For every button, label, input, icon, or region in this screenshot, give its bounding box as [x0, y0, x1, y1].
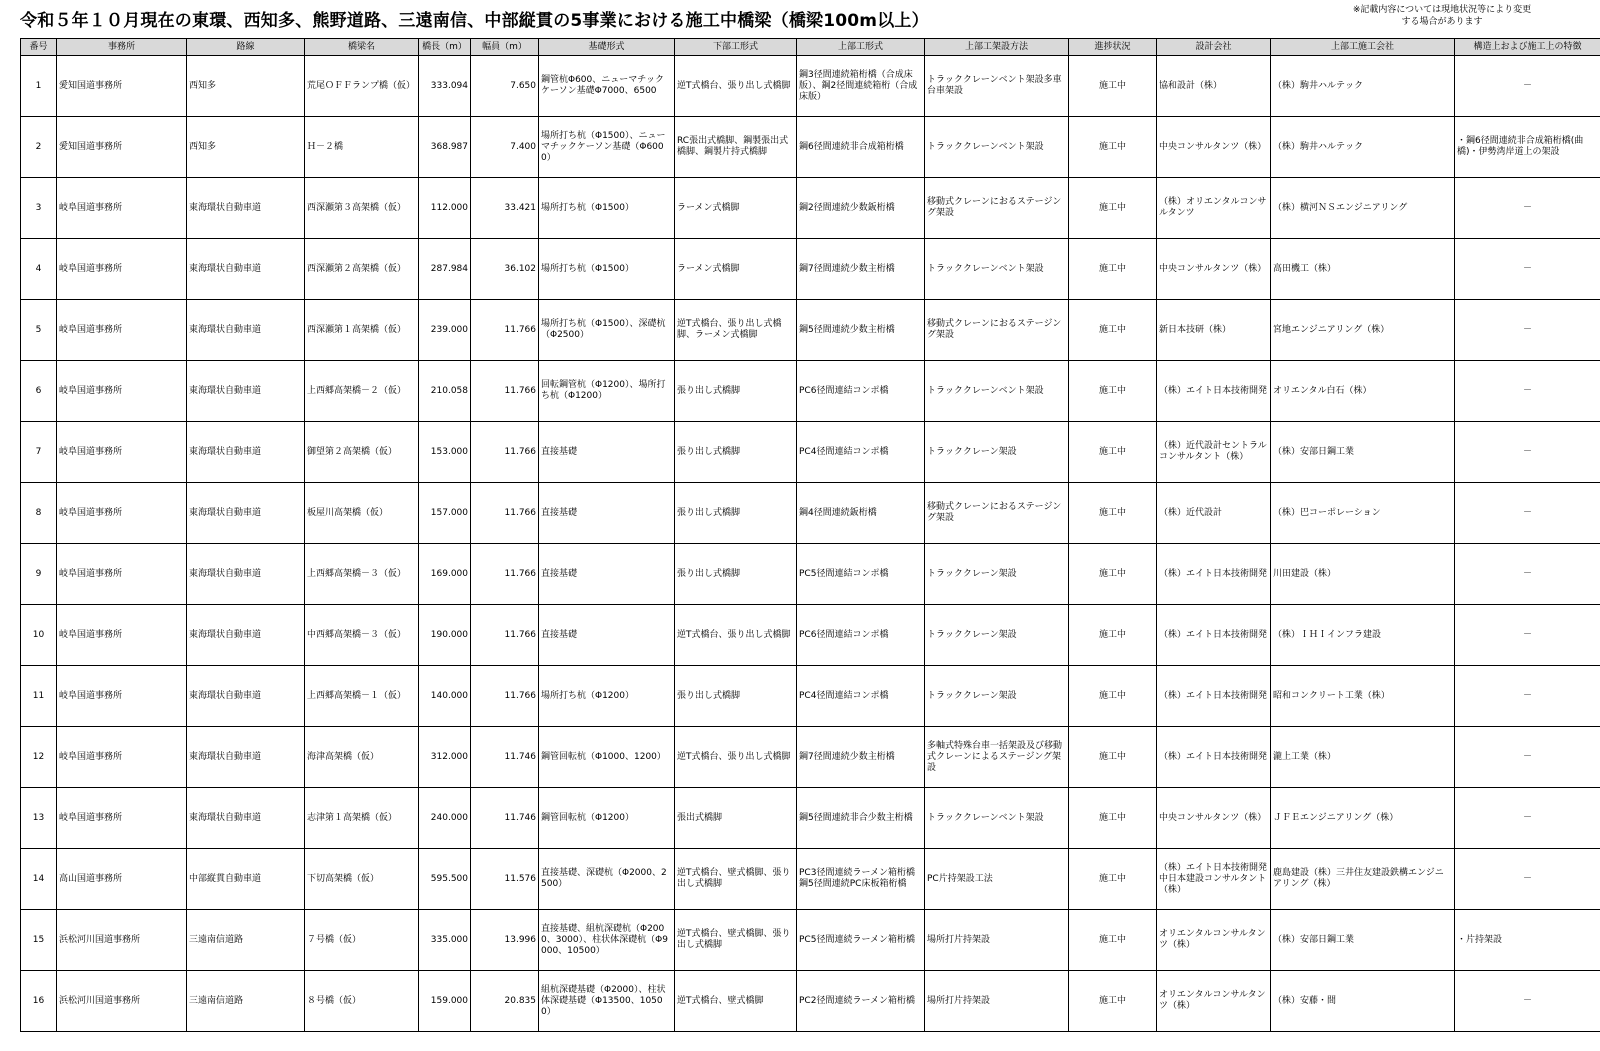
cell-col-erection-method: トラッククレーンベント架設	[925, 788, 1069, 849]
cell-col-foundation: 回転鋼管杭（Φ1200）、場所打ち杭（Φ1200）	[539, 361, 675, 422]
cell-col-foundation: 組杭深礎基礎（Φ2000）、柱状体深礎基礎（Φ13500、10500）	[539, 971, 675, 1032]
cell-col-contractor: 鹿島建設（株）三井住友建設鉄構エンジニアリング（株）	[1271, 849, 1455, 910]
cell-col-design-company: 新日本技研（株）	[1157, 300, 1271, 361]
cell-col-route: 東海環状自動車道	[187, 178, 305, 239]
cell-col-substructure: 張り出し式橋脚	[675, 361, 797, 422]
cell-col-superstructure: 鋼5径間連続少数主桁橋	[797, 300, 925, 361]
cell-col-length: 595.500	[419, 849, 471, 910]
table-row	[21, 544, 1600, 605]
cell-col-route: 東海環状自動車道	[187, 605, 305, 666]
cell-col-design-company: （株）エイト日本技術開発	[1157, 361, 1271, 422]
cell-col-erection-method: トラッククレーンベント架設	[925, 117, 1069, 178]
cell-col-number: 3	[21, 178, 57, 239]
cell-col-number: 10	[21, 605, 57, 666]
cell-col-office: 岐阜国道事務所	[57, 544, 187, 605]
cell-col-bridge-name: 中西郷高架橋－３（仮）	[305, 605, 419, 666]
cell-col-width: 20.835	[471, 971, 539, 1032]
cell-col-width: 11.766	[471, 422, 539, 483]
cell-col-office: 岐阜国道事務所	[57, 422, 187, 483]
cell-col-bridge-name: 上西郷高架橋－１（仮）	[305, 666, 419, 727]
cell-col-superstructure: PC5径間連結コンポ橋	[797, 544, 925, 605]
cell-col-superstructure: PC4径間連結コンポ橋	[797, 666, 925, 727]
cell-col-foundation: 直接基礎、組杭深礎杭（Φ2000、3000）、柱状体深礎杭（Φ9000、10500）	[539, 910, 675, 971]
cell-col-contractor: （株）巴コーポレーション	[1271, 483, 1455, 544]
cell-col-bridge-name: 西深瀬第１高架橋（仮）	[305, 300, 419, 361]
cell-col-progress: 施工中	[1069, 727, 1157, 788]
cell-col-width: 11.576	[471, 849, 539, 910]
cell-col-substructure: 張り出し式橋脚	[675, 483, 797, 544]
cell-col-superstructure: PC3径間連続ラーメン箱桁橋鋼5径間連続PC床板箱桁橋	[797, 849, 925, 910]
cell-col-substructure: 張り出し式橋脚	[675, 666, 797, 727]
cell-col-length: 153.000	[419, 422, 471, 483]
cell-col-width: 11.746	[471, 727, 539, 788]
cell-col-progress: 施工中	[1069, 300, 1157, 361]
cell-col-bridge-name: 板屋川高架橋（仮）	[305, 483, 419, 544]
cell-col-progress: 施工中	[1069, 971, 1157, 1032]
cell-col-erection-method: 場所打片持架設	[925, 910, 1069, 971]
cell-col-features: ・片持架設	[1455, 910, 1600, 971]
cell-col-features: －	[1455, 56, 1600, 117]
cell-col-superstructure: PC5径間連続ラーメン箱桁橋	[797, 910, 925, 971]
cell-col-foundation: 直接基礎	[539, 483, 675, 544]
cell-col-office: 愛知国道事務所	[57, 117, 187, 178]
cell-col-features: －	[1455, 239, 1600, 300]
cell-col-bridge-name: ７号橋（仮）	[305, 910, 419, 971]
cell-col-route: 東海環状自動車道	[187, 483, 305, 544]
cell-col-superstructure: 鋼7径間連続少数主桁橋	[797, 727, 925, 788]
cell-col-bridge-name: 御望第２高架橋（仮）	[305, 422, 419, 483]
cell-col-superstructure: 鋼6径間連続非合成箱桁橋	[797, 117, 925, 178]
cell-col-substructure: 張り出し式橋脚	[675, 422, 797, 483]
cell-col-erection-method: トラッククレーンベント架設	[925, 239, 1069, 300]
cell-col-length: 169.000	[419, 544, 471, 605]
cell-col-erection-method: 移動式クレーンにおるステージング架設	[925, 483, 1069, 544]
cell-col-office: 岐阜国道事務所	[57, 483, 187, 544]
cell-col-route: 東海環状自動車道	[187, 788, 305, 849]
cell-col-bridge-name: 海津高架橋（仮）	[305, 727, 419, 788]
cell-col-route: 東海環状自動車道	[187, 422, 305, 483]
cell-col-progress: 施工中	[1069, 117, 1157, 178]
cell-col-design-company: （株）近代設計	[1157, 483, 1271, 544]
cell-col-number: 15	[21, 910, 57, 971]
cell-col-design-company: 協和設計（株）	[1157, 56, 1271, 117]
header-col-number: 番号	[21, 39, 57, 56]
cell-col-contractor: オリエンタル白石（株）	[1271, 361, 1455, 422]
cell-col-substructure: 逆T式橋台、壁式橋脚、張り出し式橋脚	[675, 849, 797, 910]
cell-col-features: －	[1455, 727, 1600, 788]
cell-col-width: 13.996	[471, 910, 539, 971]
cell-col-contractor: （株）ＩＨＩインフラ建設	[1271, 605, 1455, 666]
header-col-office: 事務所	[57, 39, 187, 56]
cell-col-design-company: （株）エイト日本技術開発	[1157, 605, 1271, 666]
cell-col-route: 東海環状自動車道	[187, 544, 305, 605]
cell-col-width: 11.766	[471, 544, 539, 605]
cell-col-features: －	[1455, 666, 1600, 727]
table-row	[21, 971, 1600, 1032]
cell-col-erection-method: トラッククレーン架設	[925, 544, 1069, 605]
cell-col-erection-method: 移動式クレーンにおるステージング架設	[925, 178, 1069, 239]
cell-col-contractor: （株）駒井ハルテック	[1271, 56, 1455, 117]
cell-col-foundation: 直接基礎	[539, 544, 675, 605]
cell-col-length: 240.000	[419, 788, 471, 849]
table-row	[21, 910, 1600, 971]
cell-col-erection-method: 多軸式特殊台車一括架設及び移動式クレーンによるステージング架設	[925, 727, 1069, 788]
cell-col-route: 三遠南信道路	[187, 910, 305, 971]
table-row	[21, 788, 1600, 849]
header-col-bridge-name: 橋梁名	[305, 39, 419, 56]
table-body	[21, 56, 1600, 1032]
cell-col-features: －	[1455, 544, 1600, 605]
cell-col-number: 8	[21, 483, 57, 544]
header-col-foundation: 基礎形式	[539, 39, 675, 56]
cell-col-design-company: （株）近代設計セントラルコンサルタント（株）	[1157, 422, 1271, 483]
cell-col-progress: 施工中	[1069, 361, 1157, 422]
cell-col-superstructure: 鋼3径間連続箱桁橋（合成床版）、鋼2径間連続箱桁（合成床版）	[797, 56, 925, 117]
cell-col-bridge-name: 上西郷高架橋－２（仮）	[305, 361, 419, 422]
cell-col-width: 11.766	[471, 300, 539, 361]
cell-col-erection-method: トラッククレーンベント架設多車台車架設	[925, 56, 1069, 117]
cell-col-bridge-name: Ｈ－２橋	[305, 117, 419, 178]
cell-col-substructure: 逆T式橋台、張り出し式橋脚、ラーメン式橋脚	[675, 300, 797, 361]
cell-col-length: 239.000	[419, 300, 471, 361]
cell-col-foundation: 場所打ち杭（Φ1500）	[539, 178, 675, 239]
cell-col-substructure: 逆T式橋台、張り出し式橋脚	[675, 56, 797, 117]
cell-col-contractor: （株）安部日鋼工業	[1271, 910, 1455, 971]
cell-col-length: 312.000	[419, 727, 471, 788]
cell-col-design-company: 中央コンサルタンツ（株）	[1157, 239, 1271, 300]
cell-col-features: －	[1455, 788, 1600, 849]
cell-col-erection-method: トラッククレーン架設	[925, 422, 1069, 483]
cell-col-erection-method: 場所打片持架設	[925, 971, 1069, 1032]
table-row	[21, 422, 1600, 483]
cell-col-design-company: オリエンタルコンサルタンツ（株）	[1157, 971, 1271, 1032]
cell-col-progress: 施工中	[1069, 178, 1157, 239]
cell-col-foundation: 場所打ち杭（Φ1500）	[539, 239, 675, 300]
cell-col-features: －	[1455, 300, 1600, 361]
cell-col-length: 287.984	[419, 239, 471, 300]
cell-col-erection-method: トラッククレーンベント架設	[925, 361, 1069, 422]
cell-col-route: 西知多	[187, 117, 305, 178]
cell-col-features: －	[1455, 849, 1600, 910]
cell-col-length: 210.058	[419, 361, 471, 422]
cell-col-route: 東海環状自動車道	[187, 666, 305, 727]
header-col-substructure: 下部工形式	[675, 39, 797, 56]
table-row	[21, 361, 1600, 422]
cell-col-office: 浜松河川国道事務所	[57, 910, 187, 971]
cell-col-bridge-name: 下切高架橋（仮）	[305, 849, 419, 910]
header-col-erection-method: 上部工架設方法	[925, 39, 1069, 56]
cell-col-contractor: （株）安部日鋼工業	[1271, 422, 1455, 483]
cell-col-superstructure: PC4径間連結コンポ橋	[797, 422, 925, 483]
cell-col-route: 東海環状自動車道	[187, 361, 305, 422]
cell-col-foundation: 鋼管杭Φ600、ニューマチックケーソン基礎Φ7000、6500	[539, 56, 675, 117]
cell-col-design-company: （株）エイト日本技術開発	[1157, 727, 1271, 788]
cell-col-width: 11.766	[471, 605, 539, 666]
cell-col-number: 11	[21, 666, 57, 727]
cell-col-length: 368.987	[419, 117, 471, 178]
cell-col-width: 33.421	[471, 178, 539, 239]
cell-col-foundation: 鋼管回転杭（Φ1200）	[539, 788, 675, 849]
cell-col-number: 4	[21, 239, 57, 300]
cell-col-features: －	[1455, 178, 1600, 239]
cell-col-substructure: 逆T式橋台、壁式橋脚、張り出し式橋脚	[675, 910, 797, 971]
cell-col-progress: 施工中	[1069, 788, 1157, 849]
cell-col-route: 東海環状自動車道	[187, 239, 305, 300]
cell-col-route: 中部縦貫自動車道	[187, 849, 305, 910]
header-col-length: 橋長（m）	[419, 39, 471, 56]
cell-col-foundation: 直接基礎	[539, 422, 675, 483]
cell-col-office: 愛知国道事務所	[57, 56, 187, 117]
cell-col-design-company: （株）オリエンタルコンサルタンツ	[1157, 178, 1271, 239]
cell-col-route: 東海環状自動車道	[187, 300, 305, 361]
cell-col-superstructure: PC6径間連結コンポ橋	[797, 361, 925, 422]
cell-col-width: 7.650	[471, 56, 539, 117]
cell-col-contractor: （株）駒井ハルテック	[1271, 117, 1455, 178]
cell-col-office: 岐阜国道事務所	[57, 300, 187, 361]
table-row	[21, 849, 1600, 910]
cell-col-progress: 施工中	[1069, 56, 1157, 117]
cell-col-number: 5	[21, 300, 57, 361]
cell-col-design-company: 中央コンサルタンツ（株）	[1157, 117, 1271, 178]
cell-col-number: 16	[21, 971, 57, 1032]
header-col-contractor: 上部工施工会社	[1271, 39, 1455, 56]
cell-col-foundation: 鋼管回転杭（Φ1000、1200）	[539, 727, 675, 788]
page-title: 令和５年１０月現在の東環、西知多、熊野道路、三遠南信、中部縦貫の5事業における施工中橋梁（橋梁100m以上）	[20, 11, 929, 31]
cell-col-width: 11.766	[471, 483, 539, 544]
cell-col-erection-method: PC片持架設工法	[925, 849, 1069, 910]
cell-col-substructure: ラーメン式橋脚	[675, 178, 797, 239]
cell-col-features: －	[1455, 361, 1600, 422]
cell-col-substructure: 逆T式橋台、張り出し式橋脚	[675, 727, 797, 788]
cell-col-superstructure: 鋼5径間連続非合少数主桁橋	[797, 788, 925, 849]
cell-col-substructure: 張り出し式橋脚	[675, 544, 797, 605]
cell-col-design-company: オリエンタルコンサルタンツ（株）	[1157, 910, 1271, 971]
cell-col-erection-method: トラッククレーン架設	[925, 605, 1069, 666]
table-row	[21, 727, 1600, 788]
cell-col-length: 157.000	[419, 483, 471, 544]
cell-col-office: 岐阜国道事務所	[57, 666, 187, 727]
cell-col-bridge-name: ８号橋（仮）	[305, 971, 419, 1032]
cell-col-office: 岐阜国道事務所	[57, 605, 187, 666]
cell-col-foundation: 場所打ち杭（Φ1200）	[539, 666, 675, 727]
cell-col-contractor: 高田機工（株）	[1271, 239, 1455, 300]
cell-col-office: 高山国道事務所	[57, 849, 187, 910]
cell-col-features: －	[1455, 971, 1600, 1032]
header-col-design-company: 設計会社	[1157, 39, 1271, 56]
cell-col-length: 112.000	[419, 178, 471, 239]
cell-col-progress: 施工中	[1069, 605, 1157, 666]
cell-col-foundation: 直接基礎	[539, 605, 675, 666]
cell-col-contractor: 昭和コンクリート工業（株）	[1271, 666, 1455, 727]
table-row	[21, 239, 1600, 300]
cell-col-substructure: ラーメン式橋脚	[675, 239, 797, 300]
cell-col-office: 岐阜国道事務所	[57, 361, 187, 422]
cell-col-width: 36.102	[471, 239, 539, 300]
cell-col-bridge-name: 志津第１高架橋（仮）	[305, 788, 419, 849]
cell-col-width: 11.766	[471, 666, 539, 727]
bridge-table	[20, 38, 1600, 1032]
cell-col-substructure: 逆T式橋台、壁式橋脚	[675, 971, 797, 1032]
cell-col-route: 東海環状自動車道	[187, 727, 305, 788]
header-col-superstructure: 上部工形式	[797, 39, 925, 56]
table-row	[21, 117, 1600, 178]
table-row	[21, 178, 1600, 239]
cell-col-contractor: 川田建設（株）	[1271, 544, 1455, 605]
cell-col-width: 11.746	[471, 788, 539, 849]
table-row	[21, 300, 1600, 361]
cell-col-contractor: ＪＦＥエンジニアリング（株）	[1271, 788, 1455, 849]
cell-col-substructure: RC張出式橋脚、鋼製張出式橋脚、鋼製片持式橋脚	[675, 117, 797, 178]
cell-col-substructure: 逆T式橋台、張り出し式橋脚	[675, 605, 797, 666]
cell-col-number: 2	[21, 117, 57, 178]
cell-col-number: 7	[21, 422, 57, 483]
cell-col-erection-method: トラッククレーン架設	[925, 666, 1069, 727]
cell-col-number: 13	[21, 788, 57, 849]
cell-col-length: 333.094	[419, 56, 471, 117]
table-row	[21, 666, 1600, 727]
cell-col-progress: 施工中	[1069, 849, 1157, 910]
cell-col-features: ・鋼6径間連続非合成箱桁橋(曲橋)・伊勢湾岸道上の架設	[1455, 117, 1600, 178]
cell-col-office: 岐阜国道事務所	[57, 788, 187, 849]
cell-col-route: 三遠南信道路	[187, 971, 305, 1032]
cell-col-design-company: 中央コンサルタンツ（株）	[1157, 788, 1271, 849]
cell-col-features: －	[1455, 605, 1600, 666]
cell-col-progress: 施工中	[1069, 422, 1157, 483]
cell-col-office: 岐阜国道事務所	[57, 239, 187, 300]
cell-col-progress: 施工中	[1069, 666, 1157, 727]
cell-col-contractor: 宮地エンジニアリング（株）	[1271, 300, 1455, 361]
cell-col-contractor: （株）横河ＮＳエンジニアリング	[1271, 178, 1455, 239]
cell-col-design-company: （株）エイト日本技術開発中日本建設コンサルタント（株）	[1157, 849, 1271, 910]
cell-col-design-company: （株）エイト日本技術開発	[1157, 544, 1271, 605]
cell-col-foundation: 場所打ち杭（Φ1500）、深礎杭（Φ2500）	[539, 300, 675, 361]
cell-col-progress: 施工中	[1069, 483, 1157, 544]
cell-col-contractor: （株）安藤・間	[1271, 971, 1455, 1032]
disclaimer-note: ※記載内容については現地状況等により変更する場合があります	[1352, 5, 1532, 27]
cell-col-length: 190.000	[419, 605, 471, 666]
table-row	[21, 56, 1600, 117]
header-col-progress: 進捗状況	[1069, 39, 1157, 56]
cell-col-bridge-name: 西深瀬第３高架橋（仮）	[305, 178, 419, 239]
cell-col-substructure: 張出式橋脚	[675, 788, 797, 849]
cell-col-width: 11.766	[471, 361, 539, 422]
cell-col-length: 159.000	[419, 971, 471, 1032]
cell-col-progress: 施工中	[1069, 910, 1157, 971]
table-header-row	[21, 39, 1600, 56]
table-row	[21, 605, 1600, 666]
cell-col-width: 7.400	[471, 117, 539, 178]
cell-col-superstructure: 鋼7径間連続少数主桁橋	[797, 239, 925, 300]
cell-col-office: 岐阜国道事務所	[57, 178, 187, 239]
cell-col-bridge-name: 上西郷高架橋－３（仮）	[305, 544, 419, 605]
table-row	[21, 483, 1600, 544]
cell-col-number: 1	[21, 56, 57, 117]
cell-col-superstructure: 鋼2径間連続少数鈑桁橋	[797, 178, 925, 239]
cell-col-bridge-name: 西深瀬第２高架橋（仮）	[305, 239, 419, 300]
cell-col-features: －	[1455, 422, 1600, 483]
cell-col-foundation: 場所打ち杭（Φ1500）、ニューマチックケーソン基礎（Φ6000）	[539, 117, 675, 178]
header-col-features: 構造上および施工上の特徴	[1455, 39, 1600, 56]
cell-col-superstructure: 鋼4径間連続鈑桁橋	[797, 483, 925, 544]
cell-col-length: 140.000	[419, 666, 471, 727]
header-col-width: 幅員（m）	[471, 39, 539, 56]
cell-col-foundation: 直接基礎、深礎杭（Φ2000、2500）	[539, 849, 675, 910]
cell-col-office: 浜松河川国道事務所	[57, 971, 187, 1032]
cell-col-features: －	[1455, 483, 1600, 544]
cell-col-office: 岐阜国道事務所	[57, 727, 187, 788]
cell-col-bridge-name: 荒尾ＯＦＦランプ橋（仮）	[305, 56, 419, 117]
cell-col-number: 14	[21, 849, 57, 910]
cell-col-number: 9	[21, 544, 57, 605]
header-col-route: 路線	[187, 39, 305, 56]
cell-col-erection-method: 移動式クレーンにおるステージング架設	[925, 300, 1069, 361]
cell-col-route: 西知多	[187, 56, 305, 117]
cell-col-number: 6	[21, 361, 57, 422]
cell-col-superstructure: PC2径間連続ラーメン箱桁橋	[797, 971, 925, 1032]
cell-col-contractor: 瀧上工業（株）	[1271, 727, 1455, 788]
cell-col-superstructure: PC6径間連結コンポ橋	[797, 605, 925, 666]
cell-col-design-company: （株）エイト日本技術開発	[1157, 666, 1271, 727]
cell-col-progress: 施工中	[1069, 239, 1157, 300]
cell-col-length: 335.000	[419, 910, 471, 971]
cell-col-number: 12	[21, 727, 57, 788]
cell-col-progress: 施工中	[1069, 544, 1157, 605]
